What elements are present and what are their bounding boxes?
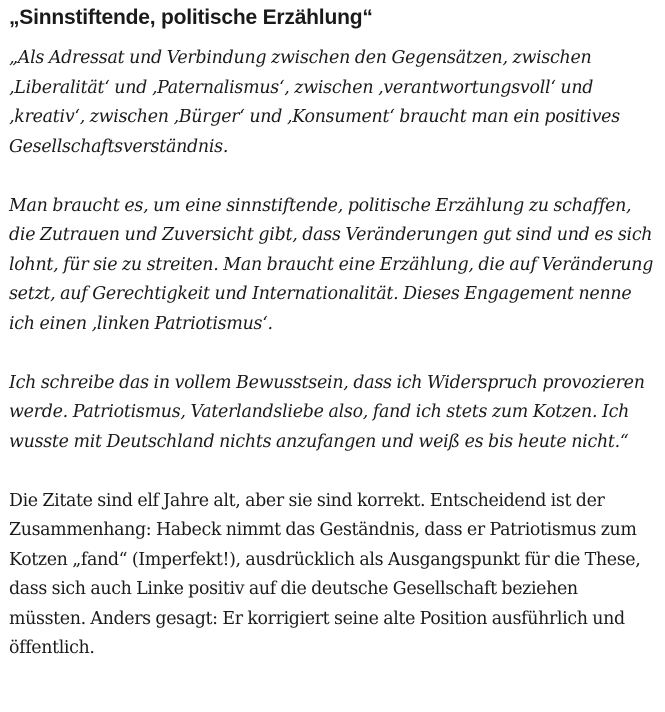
quote-paragraph-2: Man braucht es, um eine sinnstiftende, politische Erzählung zu schaffen, die Zutrauen und Zuversicht gibt, dass Veränderungen gut sind und es sich lohnt, für sie zu streiten. Man braucht eine Erzählung, die auf Veränderung setzt, auf Gerechtigkeit und Internationalität. Dieses Engagement nenne ich einen ‚linken Patriotismus‘. bbox=[9, 195, 654, 334]
section-heading: „Sinnstiftende, politische Erzählung“ bbox=[9, 6, 373, 29]
body-paragraph: Die Zitate sind elf Jahre alt, aber sie sind korrekt. Entscheidend ist der Zusammenhang: Habeck nimmt das Geständnis, dass er Patriotismus zum Kotzen „fand“ (Imperfekt!), ausdrücklich als Ausgangspunkt für die These, dass sich auch Linke positiv auf die deutsche Gesellschaft beziehen müssten. Anders gesagt: Er korrigiert seine alte Position ausführlich und öffentlich. bbox=[9, 490, 641, 658]
quote-paragraph-1: „Als Adressat und Verbindung zwischen den Gegensätzen, zwischen ‚Liberalität‘ und ‚Paternalismus‘, zwischen ‚verantwortungsvoll‘ und ‚kreativ‘, zwischen ‚Bürger‘ und ‚Konsument‘ braucht man ein positives Gesellschaftsverständnis. bbox=[9, 48, 620, 157]
quote-paragraph-3: Ich schreibe das in vollem Bewusstsein, dass ich Widerspruch provozieren werde. Patriotismus, Vaterlandsliebe also, fand ich stets zum Kotzen. Ich wusste mit Deutschland nichts anzufangen und weiß es bis heute nicht.“ bbox=[9, 372, 645, 452]
